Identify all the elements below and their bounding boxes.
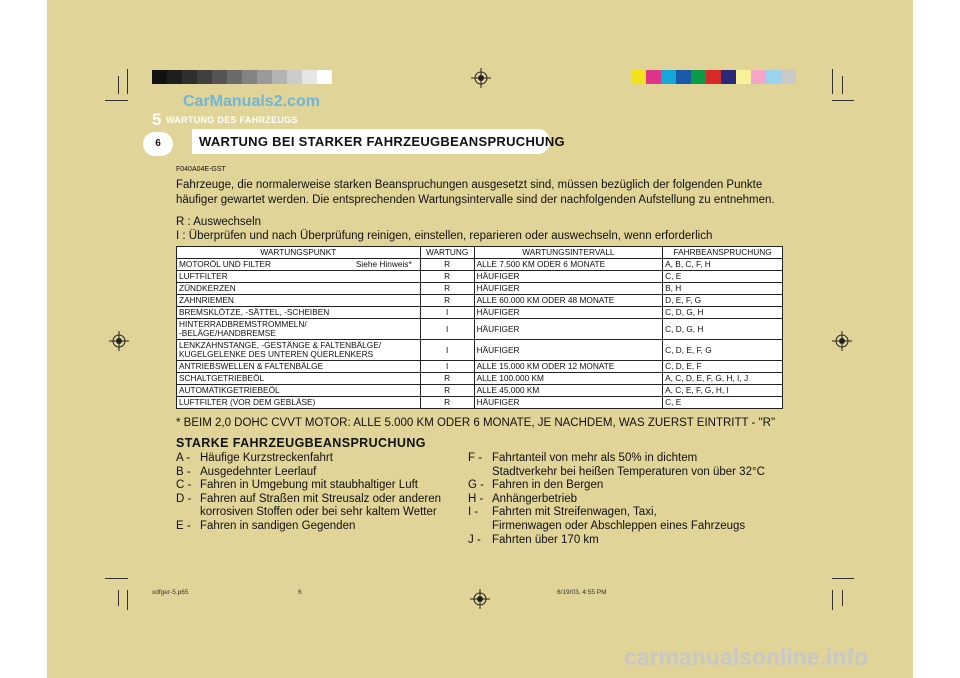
color-swatch <box>272 70 287 84</box>
condition-key: J - <box>468 533 481 546</box>
cell-interval: HÄUFIGER <box>474 271 663 283</box>
legend <box>176 215 712 243</box>
table-row <box>177 397 783 409</box>
footer-page: 6 <box>298 589 302 596</box>
color-swatch <box>287 70 302 84</box>
cell-conditions: A, C, E, F, G, H, I <box>663 385 783 397</box>
cell-conditions: C, E <box>663 397 783 409</box>
cell-action: R <box>420 385 474 397</box>
color-swatch <box>721 70 736 84</box>
condition-text: Häufige Kurzstreckenfahrt <box>200 452 333 464</box>
cell-action: R <box>420 397 474 409</box>
cell-interval: HÄUFIGER <box>474 283 663 295</box>
condition-text: Stadtverkehr bei heißen Temperaturen von über 32°C <box>492 465 765 478</box>
cell-item: LUFTFILTER <box>177 271 421 283</box>
crop-mark <box>105 578 128 579</box>
condition-text: Fahren auf Straßen mit Streusalz oder anderen <box>200 492 441 505</box>
grayscale-bar <box>152 70 332 84</box>
conditions-heading: STARKE FAHRZEUGBEANSPRUCHUNG <box>176 436 426 450</box>
color-swatch <box>676 70 691 84</box>
cell-action: R <box>420 295 474 307</box>
crop-mark <box>842 590 843 606</box>
watermark-link[interactable]: CarManuals2.com <box>183 93 320 110</box>
crop-mark <box>842 76 843 94</box>
footnote: * BEIM 2,0 DOHC CVVT MOTOR: ALLE 5.000 KM ODER 6 MONATE, JE NACHDEM, WAS ZUERST EINTRITT - "R" <box>176 417 776 429</box>
color-swatch <box>227 70 242 84</box>
condition-key: D - <box>176 492 192 505</box>
condition-item <box>468 506 778 533</box>
crop-mark <box>127 69 128 94</box>
registration-mark-icon <box>471 68 491 88</box>
condition-text: Fahrten mit Streifenwagen, Taxi, <box>492 506 657 519</box>
cell-action: R <box>420 373 474 385</box>
condition-text: Fahrten über 170 km <box>492 533 599 546</box>
condition-text: Ausgedehnter Leerlauf <box>200 465 317 478</box>
document-code: F040A04E-GST <box>176 166 226 173</box>
condition-key: B - <box>176 465 191 478</box>
cell-action: R <box>420 271 474 283</box>
cell-item: ZAHNRIEMEN <box>177 295 421 307</box>
cell-action: I <box>420 307 474 319</box>
cell-interval: ALLE 45.000 KM <box>474 385 663 397</box>
table-row <box>177 307 783 319</box>
condition-text: Firmenwagen oder Abschleppen eines Fahrzeugs <box>492 519 746 532</box>
table-row <box>177 259 783 271</box>
cell-conditions: C, D, E, F, G <box>663 340 783 361</box>
column-header: WARTUNGSPUNKT <box>177 247 421 259</box>
cell-conditions: C, D, E, F <box>663 361 783 373</box>
crop-mark <box>105 100 128 101</box>
page-title: WARTUNG BEI STARKER FAHRZEUGBEANSPRUCHUNG <box>199 134 565 149</box>
color-swatch <box>691 70 706 84</box>
table-header-row <box>177 247 783 259</box>
cell-conditions: D, E, F, G <box>663 295 783 307</box>
table-row <box>177 319 783 340</box>
page-number-badge: 6 <box>143 132 173 156</box>
condition-item <box>176 452 466 466</box>
conditions-list-right <box>468 452 778 547</box>
cell-interval: ALLE 60.000 KM ODER 48 MONATE <box>474 295 663 307</box>
table-row <box>177 373 783 385</box>
condition-key: H - <box>468 492 484 505</box>
section-number: 5 <box>152 110 162 129</box>
cell-interval: HÄUFIGER <box>474 340 663 361</box>
crop-mark <box>832 69 833 94</box>
color-swatch <box>781 70 796 84</box>
registration-mark-icon <box>470 589 490 609</box>
color-swatch <box>152 70 167 84</box>
cell-interval: ALLE 100.000 KM <box>474 373 663 385</box>
condition-item <box>468 452 778 479</box>
legend-inspect: I : Überprüfen und nach Überprüfung reinigen, einstellen, reparieren oder auswechseln, wenn erforderlich <box>176 230 713 242</box>
color-swatch <box>242 70 257 84</box>
cell-conditions: B, H <box>663 283 783 295</box>
crop-mark <box>832 578 854 579</box>
color-swatch <box>646 70 661 84</box>
footer-date: 6/19/03, 4:55 PM <box>557 589 607 596</box>
crop-mark <box>118 590 119 606</box>
table-row <box>177 361 783 373</box>
condition-item <box>468 479 778 493</box>
table-row <box>177 340 783 361</box>
cell-item: ZÜNDKERZEN <box>177 283 421 295</box>
color-swatch <box>751 70 766 84</box>
condition-item <box>176 466 466 480</box>
cell-item: SCHALTGETRIEBEÖL <box>177 373 421 385</box>
condition-item <box>176 479 466 493</box>
cell-action: I <box>420 340 474 361</box>
table-row <box>177 283 783 295</box>
table-row <box>177 295 783 307</box>
cell-interval: ALLE 7.500 KM ODER 6 MONATE <box>474 259 663 271</box>
condition-key: I - <box>468 506 479 519</box>
registration-mark-icon <box>832 331 852 351</box>
cell-item: HINTERRADBREMSTROMMELN/ -BELÄGE/HANDBREMSE <box>177 319 421 340</box>
cell-item: BREMSKLÖTZE, -SÄTTEL, -SCHEIBEN <box>177 307 421 319</box>
condition-item <box>468 534 778 548</box>
cell-action: R <box>420 259 474 271</box>
cell-interval: ALLE 15.000 KM ODER 12 MONATE <box>474 361 663 373</box>
column-header: WARTUNG <box>420 247 474 259</box>
cell-action: I <box>420 319 474 340</box>
condition-text: Fahrtanteil von mehr als 50% in dichtem <box>492 452 698 464</box>
condition-text: Fahren in Umgebung mit staubhaltiger Luft <box>200 479 418 492</box>
condition-text: Anhängerbetrieb <box>492 492 578 505</box>
registration-mark-icon <box>109 331 129 351</box>
cell-item: LENKZAHNSTANGE, -GESTÄNGE & FALTENBÄLGE/ KUGELGELENKE DES UNTEREN QUERLENKERS <box>177 340 421 361</box>
cell-item: AUTOMATIKGETRIEBEÖL <box>177 385 421 397</box>
color-swatch <box>706 70 721 84</box>
color-swatch <box>736 70 751 84</box>
crop-mark <box>832 590 833 610</box>
condition-key: G - <box>468 479 484 492</box>
color-swatch <box>661 70 676 84</box>
color-swatch <box>302 70 317 84</box>
maintenance-table <box>176 246 783 409</box>
cell-interval: HÄUFIGER <box>474 307 663 319</box>
cell-interval: HÄUFIGER <box>474 319 663 340</box>
color-swatch <box>257 70 272 84</box>
condition-text: Fahren in sandigen Gegenden <box>200 519 356 532</box>
section-label: WARTUNG DES FAHRZEUGS <box>166 115 298 125</box>
color-swatch <box>212 70 227 84</box>
condition-key: A - <box>176 452 191 464</box>
crop-mark <box>127 590 128 610</box>
color-calibration-bar <box>631 70 796 84</box>
legend-replace: R : Auswechseln <box>176 216 262 228</box>
table-row <box>177 271 783 283</box>
crop-mark <box>832 100 854 101</box>
condition-item <box>176 520 466 534</box>
color-swatch <box>167 70 182 84</box>
crop-mark <box>118 76 119 94</box>
cell-conditions: A, C, D, E, F, G, H, I, J <box>663 373 783 385</box>
conditions-list-left <box>176 452 466 534</box>
cell-conditions: C, D, G, H <box>663 307 783 319</box>
cell-action: R <box>420 283 474 295</box>
column-header: WARTUNGSINTERVALL <box>474 247 663 259</box>
watermark-site[interactable]: carmanualsonline.info <box>624 644 869 670</box>
cell-conditions: C, D, G, H <box>663 319 783 340</box>
condition-item <box>468 493 778 507</box>
intro-paragraph: Fahrzeuge, die normalerweise starken Beanspruchungen ausgesetzt sind, müssen bezüglich der folgenden Punkte häufiger gewartet werden. Die entsprechenden Wartungsintervalle sind der nachfolgenden Aufstellung zu entnehmen. <box>176 179 775 206</box>
color-swatch <box>182 70 197 84</box>
condition-key: E - <box>176 519 191 532</box>
color-swatch <box>766 70 781 84</box>
cell-interval: HÄUFIGER <box>474 397 663 409</box>
condition-text: Fahren in den Bergen <box>492 479 604 492</box>
table-row <box>177 385 783 397</box>
footer-filename: xdfger-5.p65 <box>152 589 189 596</box>
condition-item <box>176 493 466 520</box>
cell-item: LUFTFILTER (VOR DEM GEBLÄSE) <box>177 397 421 409</box>
color-swatch <box>317 70 332 84</box>
color-swatch <box>631 70 646 84</box>
cell-conditions: C, E <box>663 271 783 283</box>
cell-action: I <box>420 361 474 373</box>
cell-item: ANTRIEBSWELLEN & FALTENBÄLGE <box>177 361 421 373</box>
condition-key: F - <box>468 452 483 464</box>
condition-text: korrosiven Stoffen oder bei sehr kaltem Wetter <box>200 506 437 519</box>
cell-conditions: A, B, C, F, H <box>663 259 783 271</box>
condition-key: C - <box>176 479 192 492</box>
cell-item: MOTORÖL UND FILTER Siehe Hinweis* <box>177 259 421 271</box>
column-header: FAHRBEANSPRUCHUNG <box>663 247 783 259</box>
color-swatch <box>197 70 212 84</box>
